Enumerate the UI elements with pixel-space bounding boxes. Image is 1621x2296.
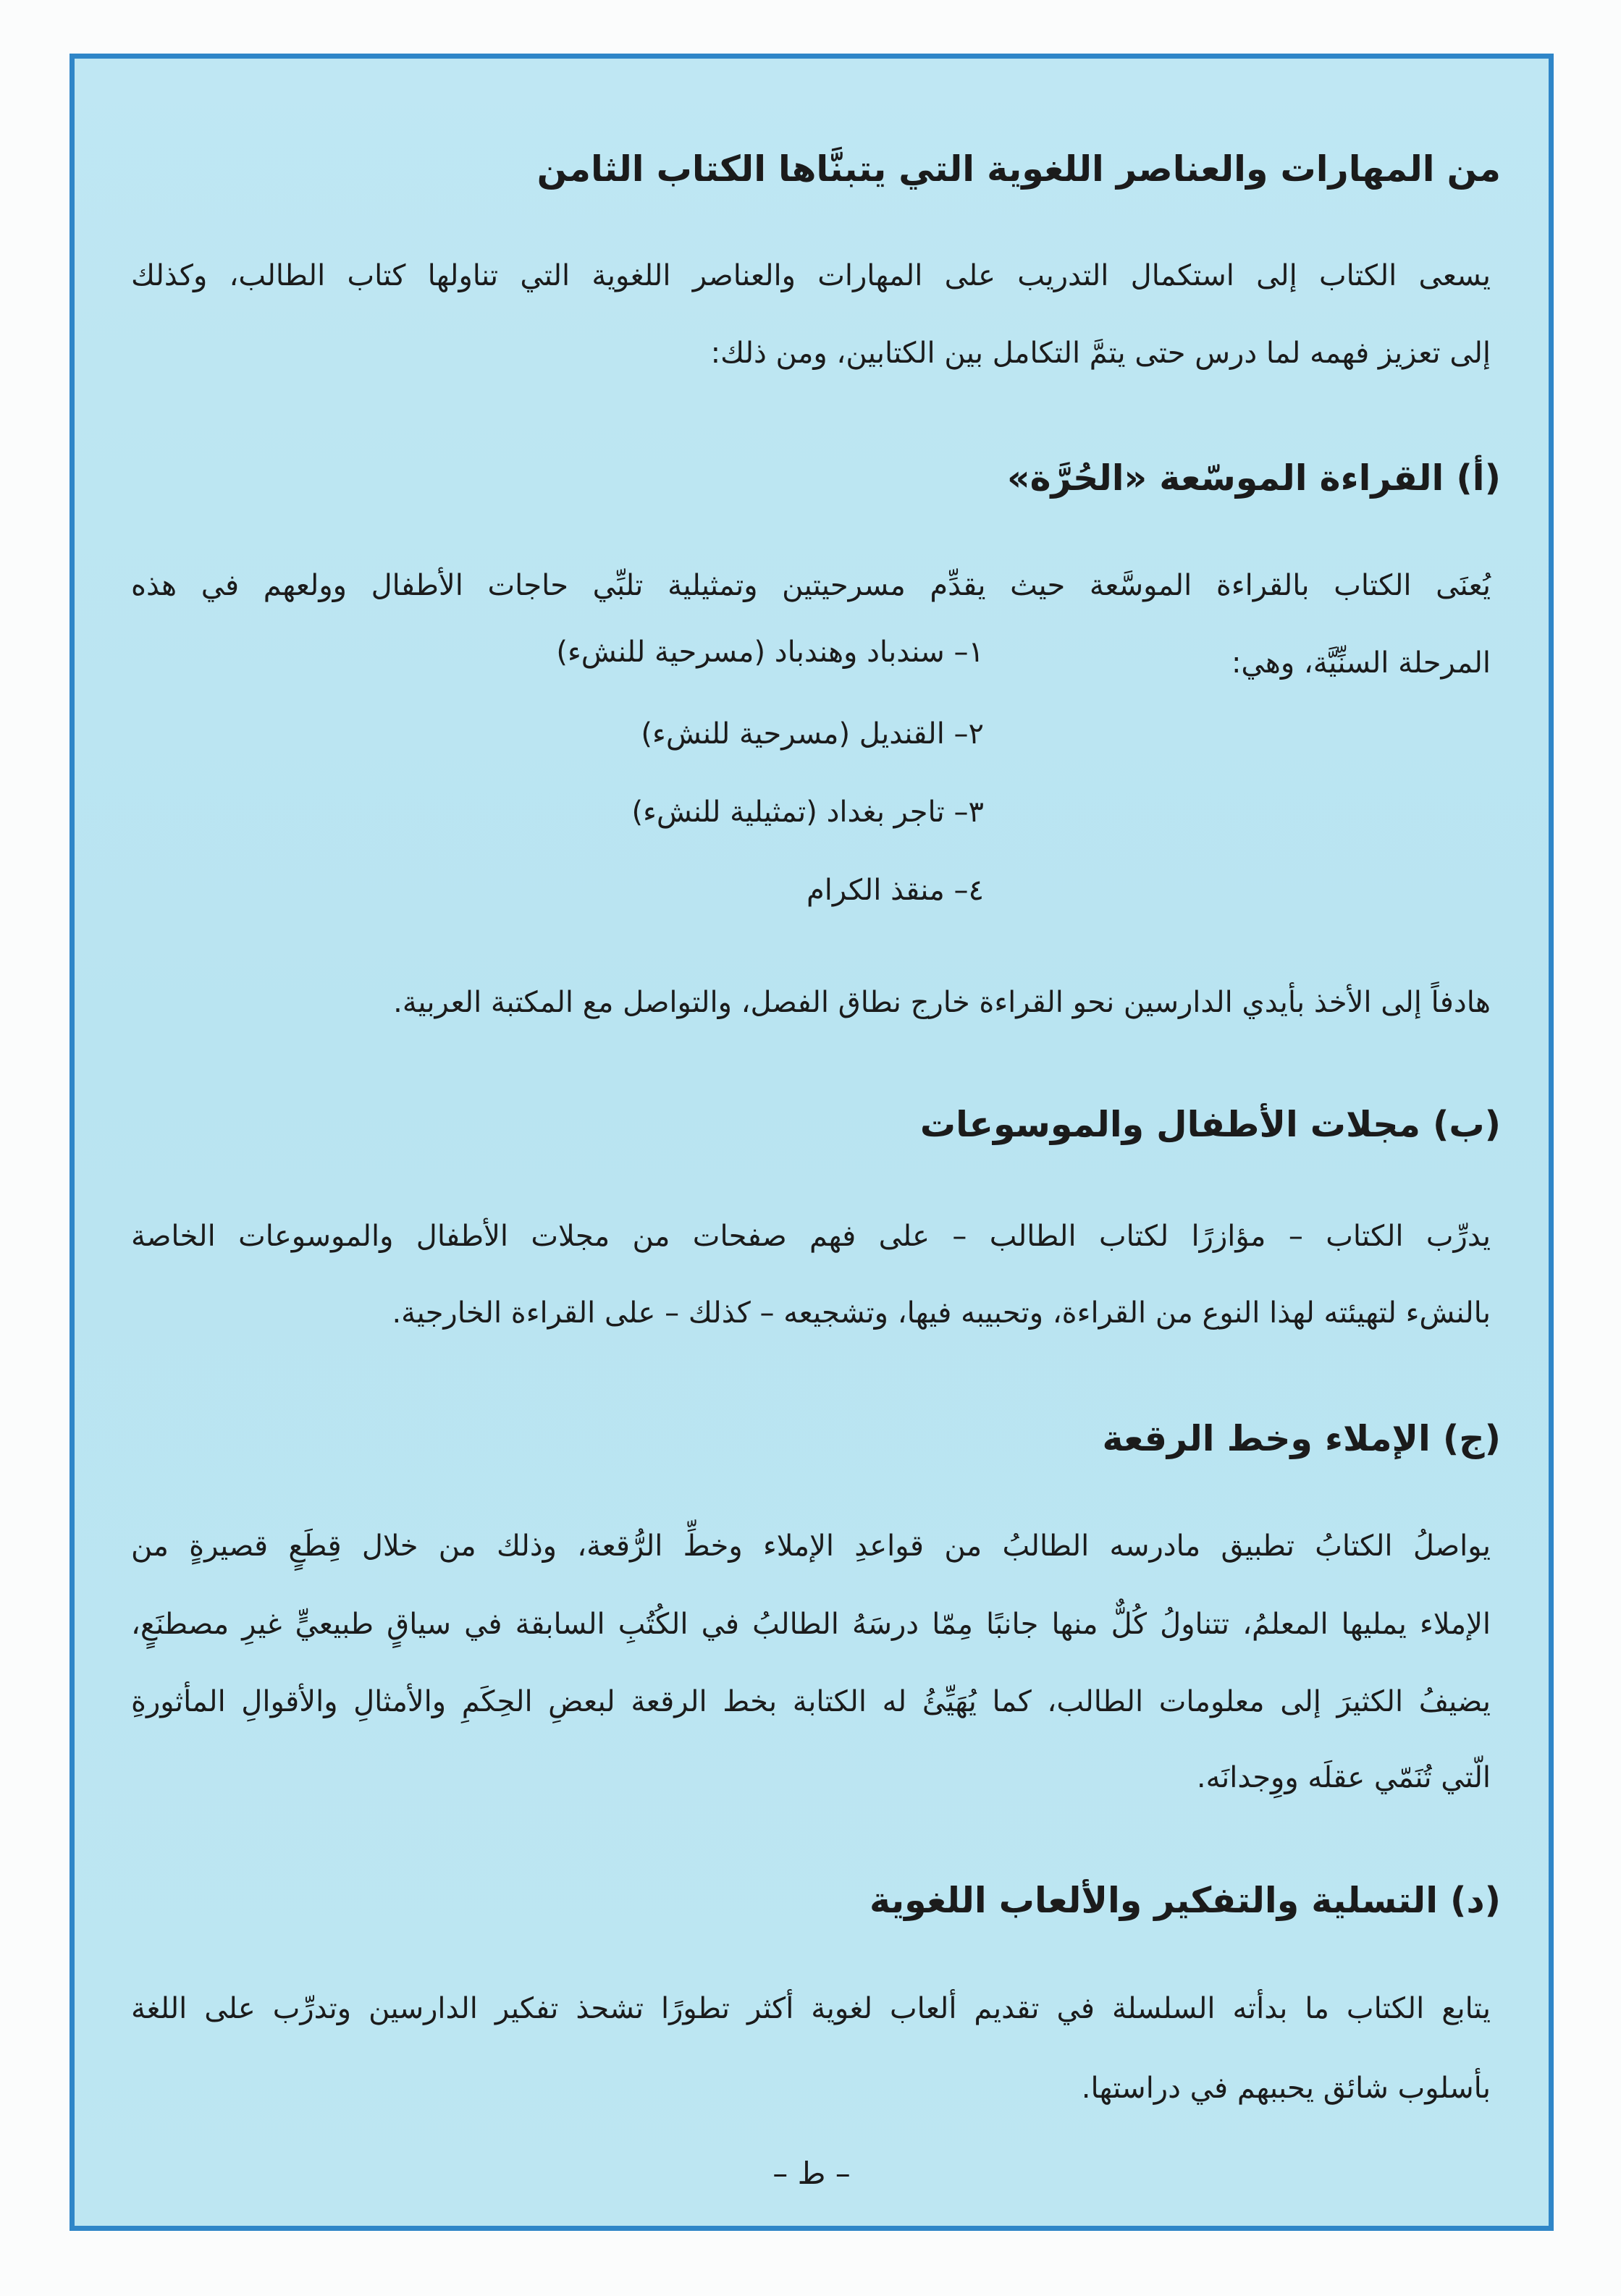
intro-line-1: يسعى الكتاب إلى استكمال التدريب على المهارات والعناصر اللغوية التي تناولها كتاب الطالب، وكذلك — [131, 259, 1491, 292]
section-c-line-3: يضيفُ الكثيرَ إلى معلومات الطالب، كما يُهَيِّئُ له الكتابة بخط الرقعة لبعضِ الحِكَمِ والأمثالِ والأقوالِ المأثورةِ — [131, 1685, 1491, 1718]
section-c-line-4: الّتي تُنَمّي عقلَه ووِجدانَه. — [1196, 1761, 1491, 1794]
section-c-line-2: الإملاء يمليها المعلمُ، تتناولُ كُلٌّ منها جانبًا مِمّا درسَهُ الطالبُ في الكُتُبِ السابقة في سياقٍ طبيعيٍّ غيرِ مصطنَعٍ، — [131, 1608, 1491, 1641]
section-d-heading: (د) التسلية والتفكير والألعاب اللغوية — [870, 1880, 1501, 1921]
play-list-item-3: ٣– تاجر بغداد (تمثيلية للنشء) — [631, 795, 984, 829]
page-title: من المهارات والعناصر اللغوية التي يتبنَّاها الكتاب الثامن — [536, 148, 1501, 190]
content-panel — [70, 54, 1554, 2231]
section-d-line-1: يتابع الكتاب ما بدأته السلسلة في تقديم ألعاب لغوية أكثر تطورًا تشحذ تفكير الدارسين وتدرِّب على اللغة — [131, 1992, 1491, 2025]
section-a-line-1: يُعنَى الكتاب بالقراءة الموسَّعة حيث يقدِّم مسرحيتين وتمثيلية تلبِّي حاجات الأطفال وولعهم في هذه — [131, 569, 1491, 602]
section-c-line-1: يواصلُ الكتابُ تطبيق مادرسه الطالبُ من قواعدِ الإملاء وخطِّ الرُّقعة، وذلك من خلال قِطَعٍ قصيرةٍ من — [131, 1529, 1491, 1563]
section-b-line-2: بالنشء لتهيئته لهذا النوع من القراءة، وتحبيبه فيها، وتشجيعه – كذلك – على القراءة الخارجية. — [392, 1296, 1491, 1330]
section-a-closing: هادفاً إلى الأخذ بأيدي الدارسين نحو القراءة خارج نطاق الفصل، والتواصل مع المكتبة العربية. — [393, 986, 1491, 1019]
play-list-item-1: ١– سندباد وهندباد (مسرحية للنشء) — [556, 636, 984, 669]
page-number: – ط – — [772, 2156, 851, 2191]
intro-line-2: إلى تعزيز فهمه لما درس حتى يتمَّ التكامل بين الكتابين، ومن ذلك: — [710, 337, 1491, 370]
section-b-line-1: يدرِّب الكتاب – مؤازرًا لكتاب الطالب – على فهم صفحات من مجلات الأطفال والموسوعات الخاصة — [131, 1220, 1491, 1253]
play-list-item-2: ٢– القنديل (مسرحية للنشء) — [641, 717, 984, 751]
section-d-line-2: بأسلوب شائق يحببهم في دراستها. — [1081, 2072, 1491, 2105]
section-c-heading: (ج) الإملاء وخط الرقعة — [1102, 1418, 1501, 1459]
section-b-heading: (ب) مجلات الأطفال والموسوعات — [919, 1104, 1501, 1145]
play-list-item-4: ٤– منقذ الكرام — [807, 874, 984, 907]
section-a-heading: (أ) القراءة الموسّعة «الحُرَّة» — [1006, 457, 1501, 499]
section-a-line-2: المرحلة السنِّيَّة، وهي: — [1231, 646, 1491, 680]
